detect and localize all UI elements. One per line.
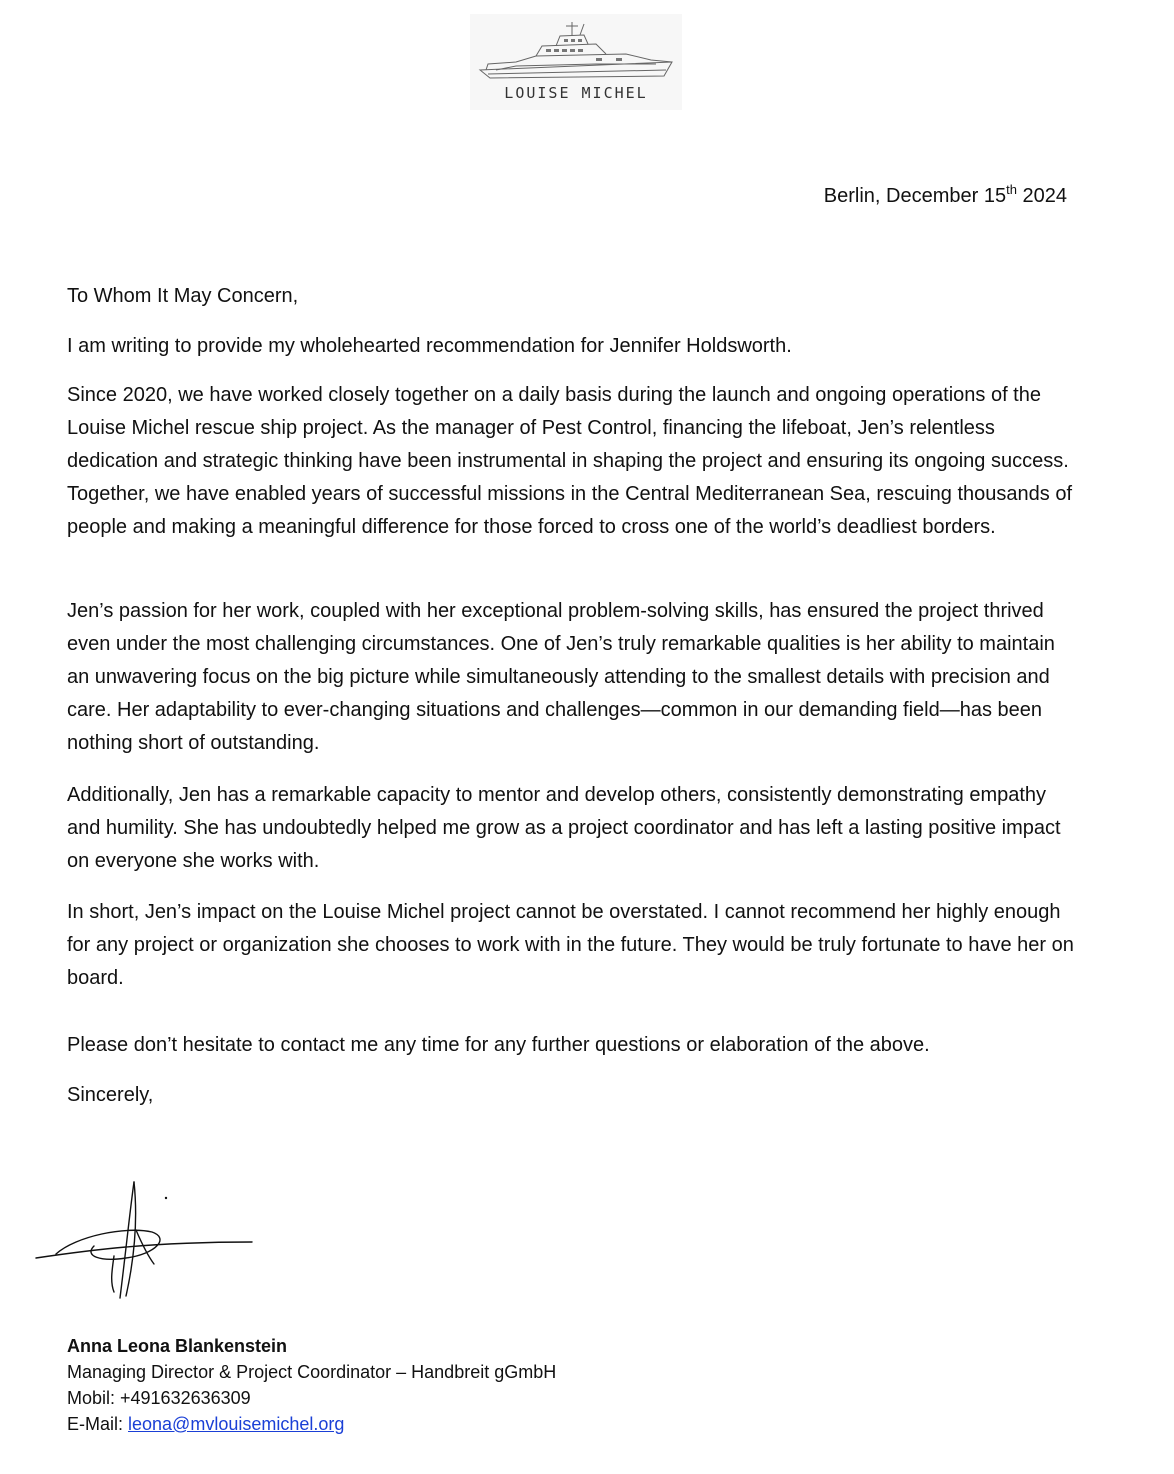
letter-date: Berlin, December 15th 2024 [823,182,1067,207]
ship-icon [476,18,676,84]
paragraph-intro: I am writing to provide my wholehearted recommendation for Jennifer Holdsworth. [67,335,792,357]
closing: Sincerely, [67,1084,154,1106]
louise-michel-logo [470,14,682,110]
signer-mobile: Mobil: +491632636309 [67,1388,251,1408]
paragraph-mentoring: Additionally, Jen has a remarkable capacity to mentor and develop others, consistently demonstrating empathy and humility. She has undoubtedly helped me grow as a project coordinator and has left a lasting positive impact on everyone she works with. [67,784,1061,872]
logo-wordmark: LOUISE MICHEL [504,84,648,102]
signature-block [67,1333,556,1437]
signer-name: Anna Leona Blankenstein [67,1336,288,1356]
signer-email: E-Mail: leona@mvlouisemichel.org [67,1414,345,1434]
salutation: To Whom It May Concern, [67,285,299,307]
paragraph-collaboration: Since 2020, we have worked closely together on a daily basis during the launch and ongoing operations of the Louise Michel rescue ship project. As the manager of Pest Control, financing the lifeboat, Jen’s relentless dedication and strategic thinking have been instrumental in shaping the project and ensuring its ongoing success. Together, we have enabled years of successful missions in the Central Mediterranean Sea, rescuing thousands of people and making a meaningful difference for those forced to cross one of the world’s deadliest borders. [67,384,1073,538]
signer-title: Managing Director & Project Coordinator – Handbreit gGmbH [67,1362,557,1382]
paragraph-summary: In short, Jen’s impact on the Louise Michel project cannot be overstated. I cannot recommend her highly enough for any project or organization she chooses to work with in the future. They would be truly fortunate to have her on board. [67,901,1074,989]
paragraph-contact: Please don’t hesitate to contact me any time for any further questions or elaboration of the above. [67,1034,930,1056]
email-link[interactable]: leona@mvlouisemichel.org [128,1414,345,1434]
paragraph-qualities: Jen’s passion for her work, coupled with her exceptional problem-solving skills, has ensured the project thrived even under the most challenging circumstances. One of Jen’s truly remarkable qualities is her ability to maintain an unwavering focus on the big picture while simultaneously attending to the smallest details with precision and care. Her adaptability to ever-changing situations and challenges—common in our demanding field—has been nothing short of outstanding. [67,600,1055,754]
handwritten-signature [30,1170,270,1310]
